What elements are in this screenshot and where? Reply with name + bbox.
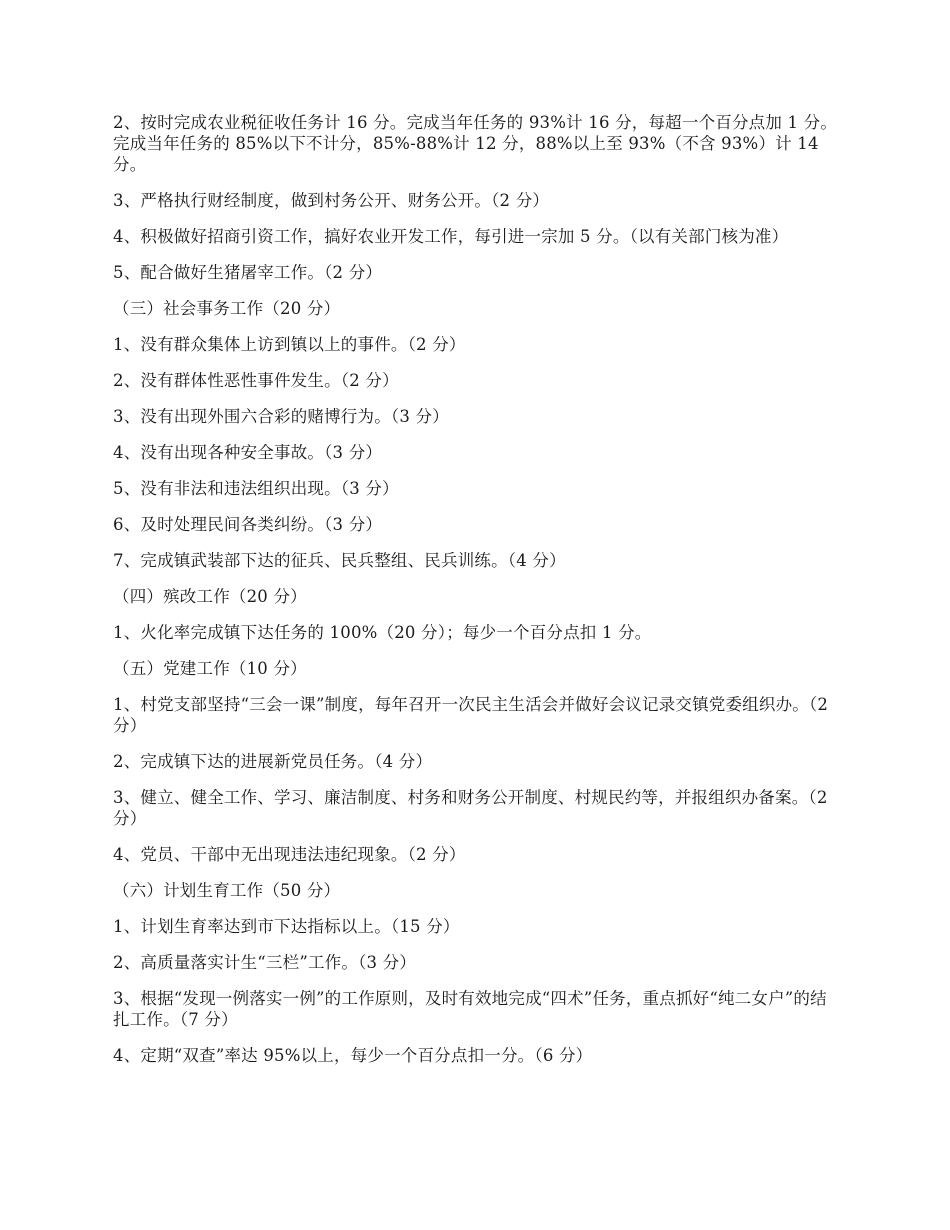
paragraph-rules-filing: 3、健立、健全工作、学习、廉洁制度、村务和财务公开制度、村规民约等，并报组织办备案。（2 分）	[113, 788, 828, 828]
paragraph-militia: 7、完成镇武装部下达的征兵、民兵整组、民兵训练。（4 分）	[113, 551, 566, 570]
paragraph-party-system: 1、村党支部坚持“三会一课”制度，每年召开一次民主生活会并做好会议记录交镇党委组织办。（2 分）	[113, 695, 829, 735]
paragraph-no-petition: 1、没有群众集体上访到镇以上的事件。（2 分）	[113, 335, 466, 354]
paragraph-four-operations: 3、根据“发现一例落实一例”的工作原则，及时有效地完成“四术”任务，重点抓好“纯二女户”的结扎工作。（7 分）	[113, 989, 827, 1029]
document-page	[113, 112, 843, 1081]
paragraph-cremation-rate: 1、火化率完成镇下达任务的 100%（20 分）；每少一个百分点扣 1 分。	[113, 623, 652, 642]
paragraph-tax-collection: 2、按时完成农业税征收任务计 16 分。完成当年任务的 93%计 16 分，每超一个百分点加 1 分。完成当年任务的 85%以下不计分，85%-88%计 12 分，88%以上至 93%（不含 93%）计 14 分。	[113, 113, 838, 174]
paragraph-finance-rules: 3、严格执行财经制度，做到村务公开、财务公开。（2 分）	[113, 191, 550, 210]
paragraph-investment: 4、积极做好招商引资工作，搞好农业开发工作，每引进一宗加 5 分。（以有关部门核为准）	[113, 227, 789, 246]
paragraph-no-group-incident: 2、没有群体性恶性事件发生。（2 分）	[113, 371, 399, 390]
paragraph-double-check: 4、定期“双查”率达 95%以上，每少一个百分点扣一分。（6 分）	[113, 1046, 593, 1065]
paragraph-planning-rate: 1、计划生育率达到市下达指标以上。（15 分）	[113, 917, 460, 936]
section-heading-family-planning: （六）计划生育工作（50 分）	[113, 881, 341, 900]
paragraph-disputes: 6、及时处理民间各类纠纷。（3 分）	[113, 515, 383, 534]
paragraph-three-columns: 2、高质量落实计生“三栏”工作。（3 分）	[113, 953, 417, 972]
section-heading-funeral-reform: （四）殡改工作（20 分）	[113, 587, 307, 606]
section-heading-party-building: （五）党建工作（10 分）	[113, 659, 307, 678]
section-heading-social-affairs: （三）社会事务工作（20 分）	[113, 299, 341, 318]
paragraph-no-illegal-org: 5、没有非法和违法组织出现。（3 分）	[113, 479, 399, 498]
paragraph-no-accidents: 4、没有出现各种安全事故。（3 分）	[113, 443, 383, 462]
paragraph-no-gambling: 3、没有出现外围六合彩的赌博行为。（3 分）	[113, 407, 449, 426]
paragraph-new-members: 2、完成镇下达的进展新党员任务。（4 分）	[113, 752, 433, 771]
paragraph-pig-slaughter: 5、配合做好生猪屠宰工作。（2 分）	[113, 263, 383, 282]
paragraph-no-violations: 4、党员、干部中无出现违法违纪现象。（2 分）	[113, 845, 466, 864]
